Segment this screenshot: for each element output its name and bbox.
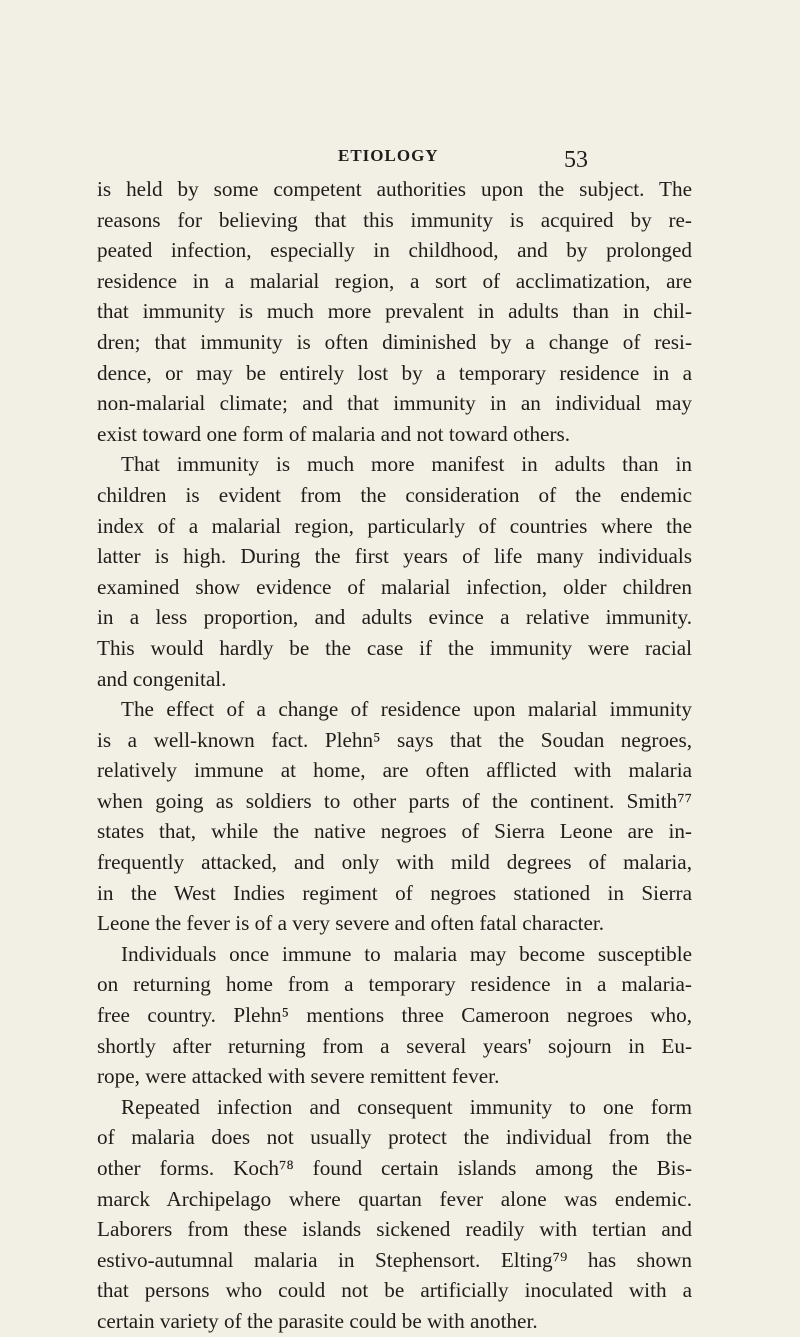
text-line: non-malarial climate; and that immunity in an individual may bbox=[97, 391, 692, 416]
page-number: 53 bbox=[564, 147, 588, 173]
text-line: reasons for believing that this immunity is acquired by re- bbox=[97, 207, 692, 232]
text-line: free country. Plehn⁵ mentions three Cameroon negroes who, bbox=[97, 1003, 692, 1028]
text-line: exist toward one form of malaria and not toward others. bbox=[97, 421, 571, 446]
text-line: relatively immune at home, are often afflicted with malaria bbox=[97, 758, 692, 783]
text-line: children is evident from the consideration of the endemic bbox=[97, 482, 692, 507]
text-line: in a less proportion, and adults evince a relative immunity. bbox=[97, 605, 692, 630]
text-line: other forms. Koch⁷⁸ found certain islands among the Bis- bbox=[97, 1156, 692, 1180]
text-line: dren; that immunity is often diminished by a change of resi- bbox=[97, 329, 692, 354]
text-line: certain variety of the parasite could be with another. bbox=[97, 1308, 538, 1333]
text-line: in the West Indies regiment of negroes stationed in Sierra bbox=[97, 880, 692, 905]
text-line: Laborers from these islands sickened readily with tertian and bbox=[97, 1217, 692, 1242]
text-line: when going as soldiers to other parts of the continent. Smith⁷⁷ bbox=[97, 788, 692, 813]
text-line: states that, while the native negroes of Sierra Leone are in- bbox=[97, 819, 692, 844]
text-line: Individuals once immune to malaria may become susceptible bbox=[121, 941, 692, 966]
text-line: index of a malarial region, particularly of countries where the bbox=[97, 513, 692, 538]
text-line: shortly after returning from a several years' sojourn in Eu- bbox=[97, 1033, 692, 1058]
text-line: frequently attacked, and only with mild degrees of malaria, bbox=[97, 850, 692, 875]
text-line: This would hardly be the case if the immunity were racial bbox=[97, 635, 692, 660]
text-line: Repeated infection and consequent immunity to one form bbox=[121, 1094, 692, 1119]
text-line: residence in a malarial region, a sort of acclimatization, are bbox=[97, 268, 692, 293]
running-head: ETIOLOGY bbox=[338, 146, 439, 165]
body-text bbox=[97, 174, 692, 1337]
text-line: marck Archipelago where quartan fever alone was endemic. bbox=[97, 1186, 692, 1211]
text-line: That immunity is much more manifest in adults than in bbox=[121, 452, 692, 477]
text-line: that immunity is much more prevalent in adults than in chil- bbox=[97, 299, 692, 324]
text-line: latter is high. During the first years of life many individuals bbox=[97, 544, 692, 569]
text-line: Leone the fever is of a very severe and often fatal character. bbox=[97, 911, 605, 936]
text-line: peated infection, especially in childhood, and by prolonged bbox=[97, 238, 692, 263]
text-line: is held by some competent authorities upon the subject. The bbox=[97, 177, 692, 201]
text-line: estivo-autumnal malaria in Stephensort. Elting⁷⁹ has shown bbox=[97, 1247, 692, 1272]
text-line: The effect of a change of residence upon malarial immunity bbox=[121, 697, 692, 722]
text-line: dence, or may be entirely lost by a temporary residence in a bbox=[97, 360, 692, 385]
text-line: and congenital. bbox=[97, 666, 227, 691]
text-line: is a well-known fact. Plehn⁵ says that the Soudan negroes, bbox=[97, 727, 692, 752]
text-line: of malaria does not usually protect the individual from the bbox=[97, 1125, 692, 1150]
text-line: on returning home from a temporary residence in a malaria- bbox=[97, 972, 692, 997]
text-line: examined show evidence of malarial infection, older children bbox=[97, 574, 692, 599]
text-line: rope, were attacked with severe remittent fever. bbox=[97, 1064, 500, 1089]
page-header bbox=[0, 144, 800, 174]
text-line: that persons who could not be artificially inoculated with a bbox=[97, 1278, 692, 1303]
